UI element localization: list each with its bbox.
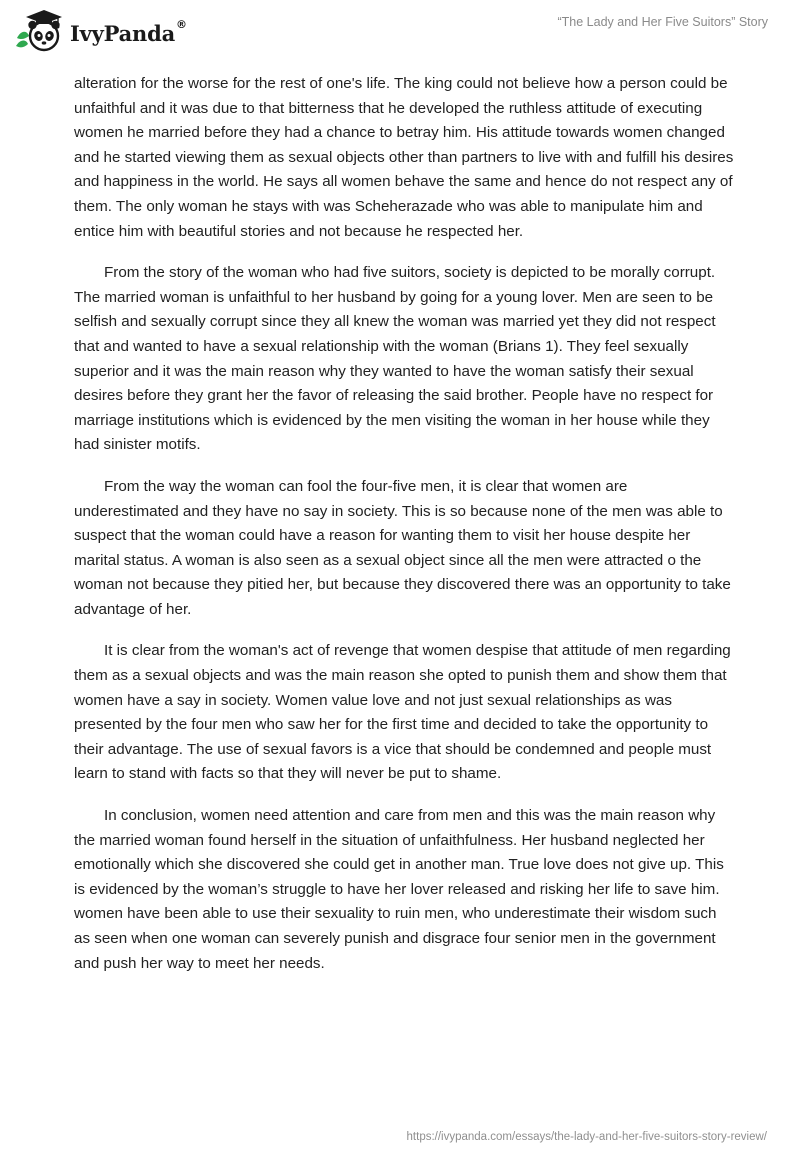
panda-graduation-cap-icon [14, 8, 66, 54]
page-header [0, 0, 800, 60]
paragraph: alteration for the worse for the rest of one's life. The king could not believe how a person could be unfaithful and it was due to that bitterness that he developed the ruthless attitude of executing women he married before they had a chance to betray him. His attitude towards women changed and he started viewing them as sexual objects other than partners to live with and fulfill his desires and happiness in the world. He says all women behave the same and hence do not respect any of them. The only woman he stays with was Scheherazade who was able to manipulate him and entice him with beautiful stories and not because he respected her. [74, 75, 734, 240]
paragraph: From the way the woman can fool the four-five men, it is clear that women are underestimated and they have no say in society. This is so because none of the men was able to suspect that the woman could have a reason for wanting them to visit her house despite her marital status. A woman is also seen as a sexual object since all the men were attracted o the woman not because they pitied her, but because they discovered there was an opportunity to take advantage of her. [74, 477, 731, 618]
brand-name-text: IvyPanda [70, 20, 176, 46]
essay-body [74, 72, 734, 993]
paragraph: From the story of the woman who had five suitors, society is depicted to be morally corrupt. The married woman is unfaithful to her husband by going for a young lover. Men are seen to be selfish and sexually corrupt since they all knew the woman was married yet they did not respect that and wanted to have a sexual relationship with the woman (Brians 1). They feel sexually superior and it was the main reason why they wanted to have the woman satisfy their sexual desires before they grant her the favor of releasing the said brother. People have no respect for marriage institutions which is evidenced by the men visiting the woman in her house while they had sinister motifs. [74, 264, 716, 454]
registered-mark: ® [176, 17, 187, 31]
document-title: “The Lady and Her Five Suitors” Story [557, 15, 768, 29]
paragraph: It is clear from the woman's act of revenge that women despise that attitude of men regarding them as a sexual objects and was the main reason she opted to punish them and show them that women have a say in society. Women value love and not just sexual relationships as was presented by the four men who saw her for the first time and decided to take the opportunity to their advantage. The use of sexual favors is a vice that should be condemned and people must learn to stand with facts so that they will never be put to shame. [74, 642, 731, 783]
source-url-link[interactable]: https://ivypanda.com/essays/the-lady-and-her-five-suitors-story-review/ [406, 1131, 767, 1143]
ivypanda-logo[interactable] [14, 8, 187, 54]
paragraph: In conclusion, women need attention and care from men and this was the main reason why the married woman found herself in the situation of unfaithfulness. Her husband neglected her emotionally which she discovered she could get in another man. True love does not give up. This is evidenced by the woman’s struggle to have her lover released and risking her life to save him. women have been able to use their sexuality to ruin men, who underestimate their wisdom such as seen when one woman can severely punish and disgrace four senior men in the government and push her way to meet her needs. [74, 807, 724, 972]
brand-name [70, 17, 187, 46]
